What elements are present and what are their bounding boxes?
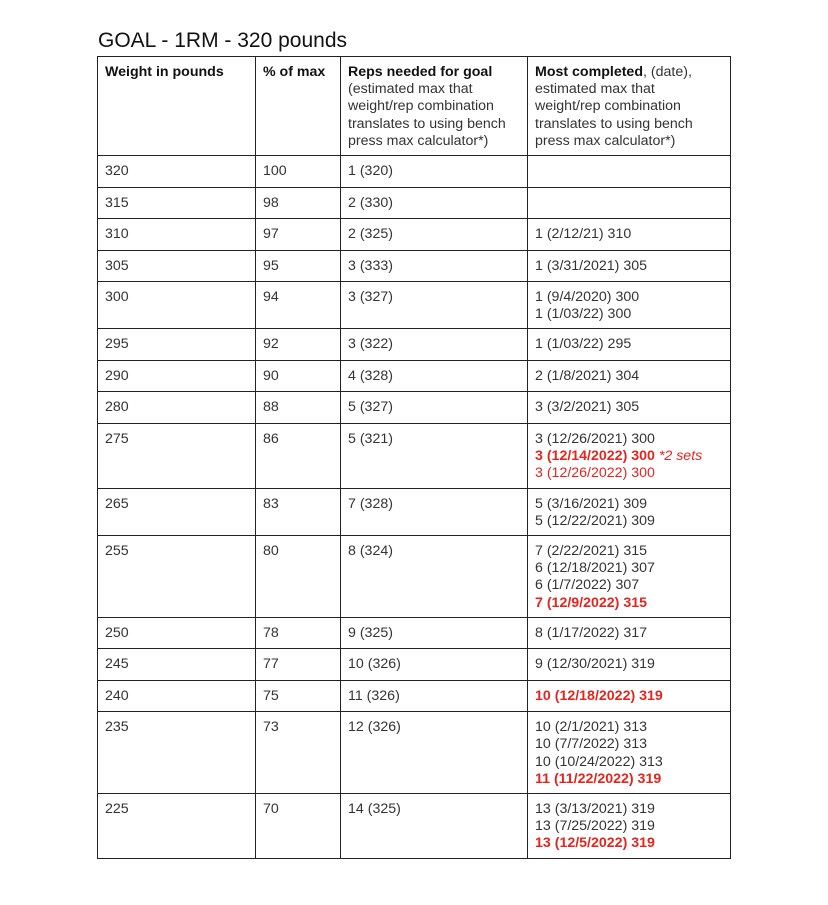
completed-entry — [535, 577, 723, 594]
completed-entry — [535, 496, 723, 513]
percent-cell: 90 — [256, 360, 341, 392]
table-row — [98, 649, 731, 681]
reps-cell: 3 (322) — [341, 329, 528, 361]
completed-entry — [535, 656, 723, 673]
completed-entry-text: 10 (10/24/2022) 313 — [535, 753, 663, 770]
weight-cell: 300 — [98, 282, 256, 329]
reps-cell: 5 (321) — [341, 423, 528, 488]
table-row — [98, 219, 731, 251]
completed-cell — [528, 617, 731, 649]
completed-entry-text: 6 (12/18/2021) 307 — [535, 560, 655, 577]
weight-cell: 240 — [98, 680, 256, 712]
completed-entry-text: 8 (1/17/2022) 317 — [535, 624, 648, 641]
table-row — [98, 156, 731, 188]
weight-cell: 295 — [98, 329, 256, 361]
weight-cell: 275 — [98, 423, 256, 488]
percent-cell: 77 — [256, 649, 341, 681]
page-title: GOAL - 1RM - 320 pounds — [98, 29, 348, 52]
percent-cell: 94 — [256, 282, 341, 329]
percent-cell: 95 — [256, 250, 341, 282]
completed-entry-note: *2 sets — [658, 448, 703, 465]
completed-entry — [535, 513, 723, 530]
completed-entry-text: 3 (12/26/2022) 300 — [535, 465, 655, 482]
completed-entry-text: 10 (2/1/2021) 313 — [535, 719, 648, 736]
percent-cell: 70 — [256, 794, 341, 859]
completed-cell — [528, 282, 731, 329]
table-body — [98, 156, 731, 859]
completed-entry — [535, 719, 723, 736]
completed-entry-text: 5 (12/22/2021) 309 — [535, 512, 655, 529]
header-reps-description: (estimated max that weight/rep combination translates to using bench press max calculator*) — [348, 81, 506, 149]
table-row — [98, 392, 731, 424]
completed-cell — [528, 187, 731, 219]
reps-cell: 14 (325) — [341, 794, 528, 859]
header-completed-description: , (date), estimated max that weight/rep combination translates to using bench press max calculator*) — [535, 64, 693, 149]
table-row — [98, 329, 731, 361]
header-reps-label: Reps needed for goal — [348, 64, 493, 80]
completed-cell — [528, 535, 731, 617]
completed-entry — [535, 595, 723, 612]
completed-entry-text: 6 (1/7/2022) 307 — [535, 577, 640, 594]
reps-cell: 11 (326) — [341, 680, 528, 712]
header-percent-label: % of max — [263, 64, 326, 80]
completed-entry-text: 1 (9/4/2020) 300 — [535, 289, 640, 306]
table-row — [98, 360, 731, 392]
reps-cell: 9 (325) — [341, 617, 528, 649]
header-completed-label: Most completed — [535, 64, 643, 80]
completed-entry — [535, 226, 723, 243]
reps-cell: 1 (320) — [341, 156, 528, 188]
weight-cell: 225 — [98, 794, 256, 859]
reps-cell: 3 (327) — [341, 282, 528, 329]
percent-cell: 100 — [256, 156, 341, 188]
reps-cell: 2 (325) — [341, 219, 528, 251]
completed-entry-text: 7 (2/22/2021) 315 — [535, 542, 648, 559]
completed-cell — [528, 649, 731, 681]
percent-cell: 88 — [256, 392, 341, 424]
table-row — [98, 712, 731, 794]
table-header — [98, 57, 731, 156]
reps-cell: 2 (330) — [341, 187, 528, 219]
completed-entry — [535, 560, 723, 577]
reps-cell: 7 (328) — [341, 488, 528, 535]
completed-entry-text: 5 (3/16/2021) 309 — [535, 495, 648, 512]
completed-entry-text: 11 (11/22/2022) 319 — [535, 770, 662, 787]
completed-entry — [535, 465, 723, 482]
completed-cell — [528, 392, 731, 424]
completed-cell — [528, 219, 731, 251]
completed-entry — [535, 801, 723, 818]
percent-cell: 97 — [256, 219, 341, 251]
reps-cell: 12 (326) — [341, 712, 528, 794]
weight-cell: 280 — [98, 392, 256, 424]
completed-entry-text: 3 (12/26/2021) 300 — [535, 430, 655, 447]
weight-cell: 315 — [98, 187, 256, 219]
completed-entry-text: 13 (3/13/2021) 319 — [535, 801, 655, 818]
completed-cell — [528, 712, 731, 794]
completed-cell — [528, 680, 731, 712]
completed-entry-text: 3 (3/2/2021) 305 — [535, 399, 640, 416]
percent-cell: 75 — [256, 680, 341, 712]
reps-cell: 5 (327) — [341, 392, 528, 424]
completed-entry — [535, 736, 723, 753]
completed-entry — [535, 543, 723, 560]
completed-entry — [535, 431, 723, 448]
completed-entry — [535, 835, 723, 852]
completed-entry — [535, 368, 723, 385]
reps-cell: 4 (328) — [341, 360, 528, 392]
weight-cell: 235 — [98, 712, 256, 794]
bench-goal-table — [97, 56, 731, 859]
completed-cell — [528, 329, 731, 361]
table-row — [98, 794, 731, 859]
completed-cell — [528, 488, 731, 535]
header-weight-label: Weight in pounds — [105, 64, 224, 80]
header-percent — [256, 57, 341, 156]
completed-cell — [528, 156, 731, 188]
completed-entry — [535, 336, 723, 353]
completed-entry-text: 1 (2/12/21) 310 — [535, 226, 632, 243]
percent-cell: 83 — [256, 488, 341, 535]
completed-entry — [535, 448, 723, 465]
table-row — [98, 250, 731, 282]
completed-entry-text: 7 (12/9/2022) 315 — [535, 594, 648, 611]
table-row — [98, 423, 731, 488]
table-row — [98, 680, 731, 712]
completed-entry-text: 13 (12/5/2022) 319 — [535, 835, 655, 852]
completed-entry — [535, 289, 723, 306]
completed-entry — [535, 399, 723, 416]
completed-cell — [528, 423, 731, 488]
completed-entry — [535, 306, 723, 323]
completed-entry-text: 9 (12/30/2021) 319 — [535, 656, 655, 673]
completed-entry-text: 2 (1/8/2021) 304 — [535, 367, 640, 384]
table-row — [98, 617, 731, 649]
weight-cell: 305 — [98, 250, 256, 282]
reps-cell: 10 (326) — [341, 649, 528, 681]
completed-entry-text: 1 (1/03/22) 295 — [535, 336, 632, 353]
completed-entry-text: 1 (3/31/2021) 305 — [535, 257, 648, 274]
completed-cell — [528, 360, 731, 392]
percent-cell: 86 — [256, 423, 341, 488]
completed-entry — [535, 818, 723, 835]
weight-cell: 290 — [98, 360, 256, 392]
table-row — [98, 488, 731, 535]
table-row — [98, 187, 731, 219]
weight-cell: 245 — [98, 649, 256, 681]
header-reps — [341, 57, 528, 156]
percent-cell: 98 — [256, 187, 341, 219]
completed-cell — [528, 794, 731, 859]
completed-entry-text: 10 (12/18/2022) 319 — [535, 687, 663, 704]
weight-cell: 320 — [98, 156, 256, 188]
weight-cell: 310 — [98, 219, 256, 251]
completed-entry — [535, 258, 723, 275]
percent-cell: 78 — [256, 617, 341, 649]
completed-entry — [535, 771, 723, 788]
percent-cell: 80 — [256, 535, 341, 617]
header-weight — [98, 57, 256, 156]
completed-entry-text: 3 (12/14/2022) 300 — [535, 448, 655, 465]
table-row — [98, 535, 731, 617]
completed-cell — [528, 250, 731, 282]
completed-entry-text: 10 (7/7/2022) 313 — [535, 736, 648, 753]
header-completed — [528, 57, 731, 156]
reps-cell: 8 (324) — [341, 535, 528, 617]
table-row — [98, 282, 731, 329]
reps-cell: 3 (333) — [341, 250, 528, 282]
weight-cell: 255 — [98, 535, 256, 617]
percent-cell: 73 — [256, 712, 341, 794]
completed-entry-text: 1 (1/03/22) 300 — [535, 306, 632, 323]
completed-entry — [535, 688, 723, 705]
percent-cell: 92 — [256, 329, 341, 361]
completed-entry-text: 13 (7/25/2022) 319 — [535, 818, 655, 835]
completed-entry — [535, 625, 723, 642]
weight-cell: 250 — [98, 617, 256, 649]
weight-cell: 265 — [98, 488, 256, 535]
completed-entry — [535, 754, 723, 771]
header-row — [98, 57, 731, 156]
